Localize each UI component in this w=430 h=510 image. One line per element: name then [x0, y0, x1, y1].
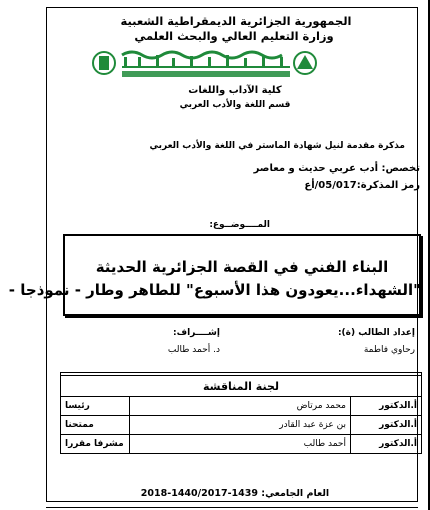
member-title: أ.الدكتور — [351, 397, 422, 416]
title-line-1: البناء الفني في القصة الجزائرية الحديثة — [95, 258, 389, 276]
specialty: تخصص: أدب عربي حديث و معاصر — [253, 163, 420, 174]
member-role: رئيسا — [61, 397, 130, 416]
member-title: أ.الدكتور — [351, 416, 422, 435]
republic-name: الجمهورية الجزائرية الديمقراطية الشعبية — [120, 14, 352, 28]
student-name: رحاوي فاطمة — [363, 345, 415, 355]
committee-table — [60, 375, 422, 454]
student-label: إعداد الطالب (ة): — [337, 328, 415, 338]
department-name: قسم اللغة والأدب العربي — [179, 100, 291, 110]
title-line-2: "الشهداء...يعودون هذا الأسبوع" للطاهر وطار - نموذجا - — [8, 281, 421, 299]
member-name: أحمد طالب — [130, 435, 351, 454]
member-name: بن عزة عبد القادر — [130, 416, 351, 435]
member-role: ممتحنا — [61, 416, 130, 435]
member-role: مشرفا مقررا — [61, 435, 130, 454]
table-row — [61, 435, 422, 454]
memo-code: رمز المذكرة:05/017/أع — [304, 180, 420, 191]
supervisor-label: إشــــراف: — [173, 328, 220, 338]
academic-year: العام الجامعي: 1439-1440/2017-2018 — [140, 488, 330, 499]
topic-label: المــــوضــوع: — [209, 220, 270, 230]
member-name: محمد مرتاض — [130, 397, 351, 416]
committee-title: لجنة المناقشة — [61, 376, 422, 397]
university-logo — [90, 47, 320, 79]
ministry-name: وزارة التعليم العالي والبحث العلمي — [134, 29, 334, 43]
faculty-name: كلية الآداب واللغات — [188, 85, 282, 96]
supervisor-name: د. أحمد طالب — [167, 345, 220, 355]
member-title: أ.الدكتور — [351, 435, 422, 454]
table-row — [61, 416, 422, 435]
memo-purpose: مذكرة مقدمة لنيل شهادة الماستر في اللغة والأدب العربي — [149, 141, 405, 151]
table-row — [61, 397, 422, 416]
bottom-line — [46, 507, 418, 508]
